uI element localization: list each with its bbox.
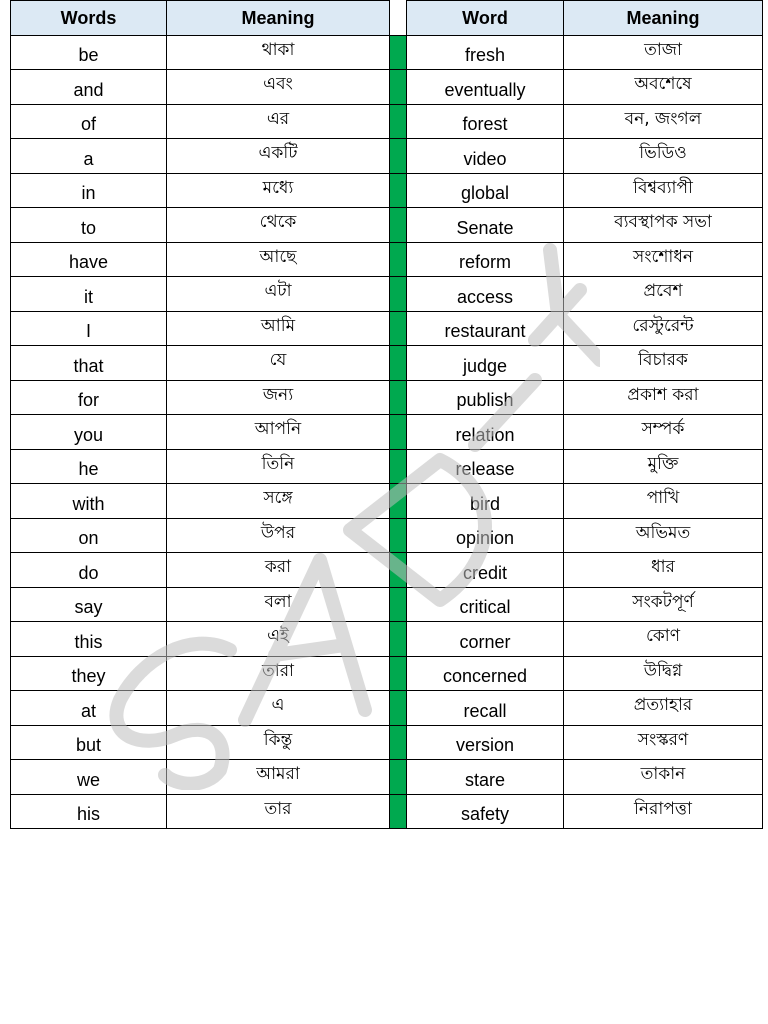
word-left: you	[11, 414, 167, 449]
word-left: to	[11, 207, 167, 242]
separator-cell	[390, 414, 407, 449]
word-right: safety	[407, 794, 564, 829]
meaning-left: এটা	[167, 276, 390, 311]
meaning-left: আছে	[167, 242, 390, 277]
word-left: at	[11, 690, 167, 725]
word-right: fresh	[407, 35, 564, 70]
separator-cell	[390, 794, 407, 829]
word-right: judge	[407, 345, 564, 380]
separator-cell	[390, 587, 407, 622]
separator-cell	[390, 311, 407, 346]
meaning-right: প্রবেশ	[564, 276, 763, 311]
meaning-left: আপনি	[167, 414, 390, 449]
separator-cell	[390, 621, 407, 656]
word-left: we	[11, 759, 167, 794]
separator-cell	[390, 449, 407, 484]
word-left: his	[11, 794, 167, 829]
separator-cell	[390, 207, 407, 242]
word-left: be	[11, 35, 167, 70]
meaning-left: এর	[167, 104, 390, 139]
meaning-left: তারা	[167, 656, 390, 691]
meaning-left: করা	[167, 552, 390, 587]
word-right: reform	[407, 242, 564, 277]
meaning-right: সংকটপূর্ণ	[564, 587, 763, 622]
word-left: I	[11, 311, 167, 346]
word-right: version	[407, 725, 564, 760]
word-right: critical	[407, 587, 564, 622]
meaning-right: সংস্করণ	[564, 725, 763, 760]
separator-cell	[390, 518, 407, 553]
header-right-word: Word	[407, 0, 564, 35]
word-left: a	[11, 138, 167, 173]
meaning-left: থেকে	[167, 207, 390, 242]
word-left: in	[11, 173, 167, 208]
word-left: that	[11, 345, 167, 380]
separator-cell	[390, 69, 407, 104]
separator-cell	[390, 104, 407, 139]
word-left: he	[11, 449, 167, 484]
meaning-right: অবশেষে	[564, 69, 763, 104]
meaning-left: মধ্যে	[167, 173, 390, 208]
word-left: say	[11, 587, 167, 622]
word-right: recall	[407, 690, 564, 725]
meaning-left: এই	[167, 621, 390, 656]
meaning-right: ব্যবস্থাপক সভা	[564, 207, 763, 242]
meaning-left: এ	[167, 690, 390, 725]
word-left: and	[11, 69, 167, 104]
meaning-left: কিন্তু	[167, 725, 390, 760]
separator-header	[390, 0, 407, 35]
separator-cell	[390, 656, 407, 691]
word-left: of	[11, 104, 167, 139]
word-right: forest	[407, 104, 564, 139]
meaning-left: যে	[167, 345, 390, 380]
meaning-left: একটি	[167, 138, 390, 173]
header-left-meaning: Meaning	[167, 0, 390, 35]
word-left: on	[11, 518, 167, 553]
meaning-right: বিচারক	[564, 345, 763, 380]
header-left-word: Words	[11, 0, 167, 35]
separator-cell	[390, 173, 407, 208]
header-right-meaning: Meaning	[564, 0, 763, 35]
meaning-right: ধার	[564, 552, 763, 587]
meaning-right: সংশোধন	[564, 242, 763, 277]
word-right: Senate	[407, 207, 564, 242]
meaning-right: অভিমত	[564, 518, 763, 553]
meaning-right: পাখি	[564, 483, 763, 518]
meaning-right: সম্পর্ক	[564, 414, 763, 449]
word-left: for	[11, 380, 167, 415]
separator-cell	[390, 276, 407, 311]
word-right: publish	[407, 380, 564, 415]
meaning-right: মুক্তি	[564, 449, 763, 484]
word-left: but	[11, 725, 167, 760]
separator-cell	[390, 759, 407, 794]
meaning-right: তাজা	[564, 35, 763, 70]
word-right: eventually	[407, 69, 564, 104]
meaning-right: রেস্টুরেন্ট	[564, 311, 763, 346]
separator-cell	[390, 380, 407, 415]
meaning-left: তার	[167, 794, 390, 829]
separator-cell	[390, 552, 407, 587]
meaning-left: তিনি	[167, 449, 390, 484]
meaning-left: আমি	[167, 311, 390, 346]
separator-cell	[390, 483, 407, 518]
separator-cell	[390, 242, 407, 277]
word-right: bird	[407, 483, 564, 518]
word-right: global	[407, 173, 564, 208]
meaning-right: নিরাপত্তা	[564, 794, 763, 829]
meaning-right: তাকান	[564, 759, 763, 794]
word-right: restaurant	[407, 311, 564, 346]
meaning-left: উপর	[167, 518, 390, 553]
word-right: access	[407, 276, 564, 311]
word-left: have	[11, 242, 167, 277]
meaning-right: প্রত্যাহার	[564, 690, 763, 725]
word-right: opinion	[407, 518, 564, 553]
word-left: this	[11, 621, 167, 656]
separator-cell	[390, 35, 407, 70]
meaning-right: প্রকাশ করা	[564, 380, 763, 415]
separator-cell	[390, 725, 407, 760]
meaning-right: উদ্বিগ্ন	[564, 656, 763, 691]
meaning-left: জন্য	[167, 380, 390, 415]
meaning-left: এবং	[167, 69, 390, 104]
vocabulary-table	[10, 0, 763, 829]
word-left: do	[11, 552, 167, 587]
word-right: video	[407, 138, 564, 173]
word-right: relation	[407, 414, 564, 449]
word-left: it	[11, 276, 167, 311]
meaning-right: ভিডিও	[564, 138, 763, 173]
meaning-left: বলা	[167, 587, 390, 622]
word-left: they	[11, 656, 167, 691]
meaning-right: কোণ	[564, 621, 763, 656]
word-right: corner	[407, 621, 564, 656]
meaning-left: সঙ্গে	[167, 483, 390, 518]
meaning-left: আমরা	[167, 759, 390, 794]
word-right: credit	[407, 552, 564, 587]
meaning-right: বন, জংগল	[564, 104, 763, 139]
word-right: concerned	[407, 656, 564, 691]
meaning-left: থাকা	[167, 35, 390, 70]
separator-cell	[390, 345, 407, 380]
word-right: release	[407, 449, 564, 484]
word-left: with	[11, 483, 167, 518]
word-right: stare	[407, 759, 564, 794]
separator-cell	[390, 138, 407, 173]
meaning-right: বিশ্বব্যাপী	[564, 173, 763, 208]
separator-cell	[390, 690, 407, 725]
